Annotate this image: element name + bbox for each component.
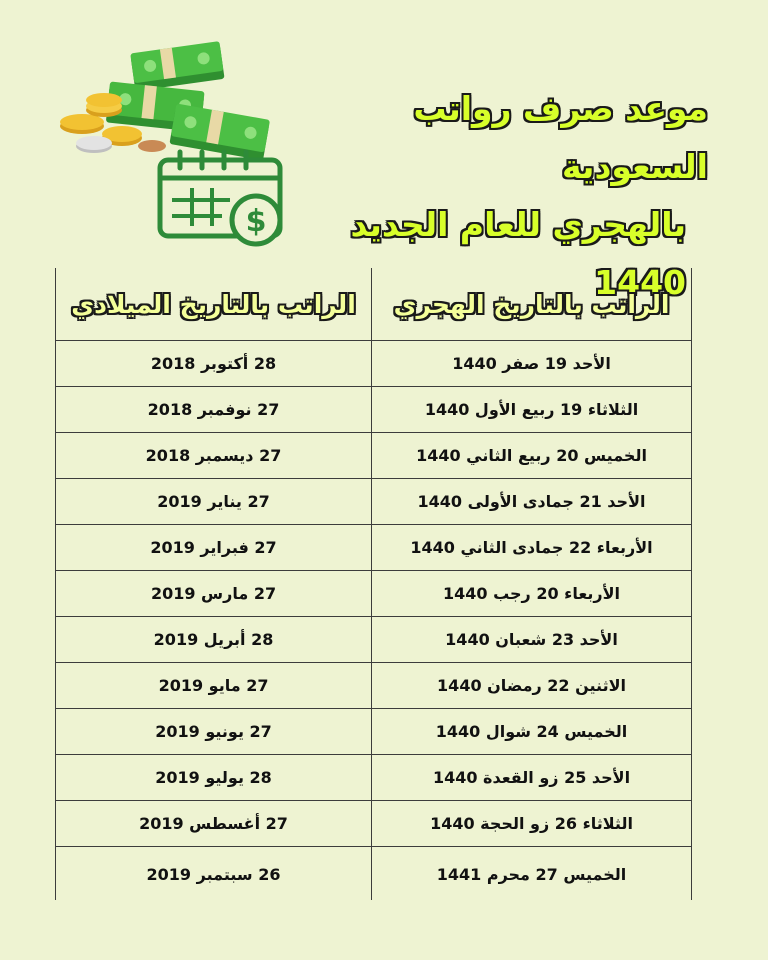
- table-row: [56, 340, 691, 386]
- title-line-1: موعد صرف رواتب السعودية: [413, 89, 708, 186]
- gregorian-date-cell: 27 يونيو 2019: [155, 721, 272, 741]
- svg-text:$: $: [245, 204, 267, 239]
- gregorian-date-cell: 27 نوفمبر 2018: [147, 399, 280, 419]
- header-hijri: الراتب بالتاريخ الهجري: [393, 289, 670, 319]
- gregorian-date-cell: 27 أغسطس 2019: [139, 813, 288, 833]
- hijri-date-cell: الثلاثاء 19 ربيع الأول 1440: [424, 399, 639, 419]
- table-row: [56, 846, 691, 902]
- hijri-date-cell: الخميس 20 ربيع الثاني 1440: [416, 445, 647, 465]
- table-row: [56, 616, 691, 662]
- gregorian-date-cell: 27 مايو 2019: [158, 675, 269, 695]
- gregorian-date-cell: 28 يوليو 2019: [155, 767, 272, 787]
- gregorian-date-cell: 27 فبراير 2019: [150, 537, 277, 557]
- gregorian-date-cell: 26 سبتمبر 2019: [146, 864, 281, 884]
- table-row: [56, 432, 691, 478]
- table-row: [56, 478, 691, 524]
- hijri-date-cell: الأحد 19 صفر 1440: [452, 353, 611, 373]
- gregorian-date-cell: 27 مارس 2019: [150, 583, 277, 603]
- money-calendar-illustration: [52, 38, 302, 248]
- gregorian-date-cell: 28 أكتوبر 2018: [150, 353, 277, 373]
- hijri-date-cell: الأربعاء 22 جمادى الثاني 1440: [410, 537, 653, 557]
- table-row: [56, 386, 691, 432]
- table-row: [56, 708, 691, 754]
- table-row: [56, 662, 691, 708]
- hijri-date-cell: الأحد 25 زو القعدة 1440: [432, 767, 631, 787]
- hijri-date-cell: الثلاثاء 26 زو الحجة 1440: [430, 813, 633, 833]
- salary-table: [55, 268, 692, 900]
- table-row: [56, 570, 691, 616]
- table-header-row: [56, 268, 691, 340]
- hijri-date-cell: الخميس 27 محرم 1441: [436, 864, 627, 884]
- hijri-date-cell: الاثنين 22 رمضان 1440: [437, 675, 626, 695]
- hijri-date-cell: الأحد 21 جمادى الأولى 1440: [417, 491, 646, 511]
- hijri-date-cell: الأحد 23 شعبان 1440: [445, 629, 618, 649]
- hijri-date-cell: الأربعاء 20 رجب 1440: [442, 583, 621, 603]
- table-row: [56, 524, 691, 570]
- table-row: [56, 754, 691, 800]
- hijri-date-cell: الخميس 24 شوال 1440: [435, 721, 628, 741]
- gregorian-date-cell: 27 يناير 2019: [157, 491, 270, 511]
- header-gregorian: الراتب بالتاريخ الميلادي: [71, 289, 356, 319]
- title-line-2: بالهجري للعام الجديد 1440: [350, 205, 686, 302]
- gregorian-date-cell: 27 ديسمبر 2018: [145, 445, 282, 465]
- table-row: [56, 800, 691, 846]
- gregorian-date-cell: 28 أبريل 2019: [153, 629, 274, 649]
